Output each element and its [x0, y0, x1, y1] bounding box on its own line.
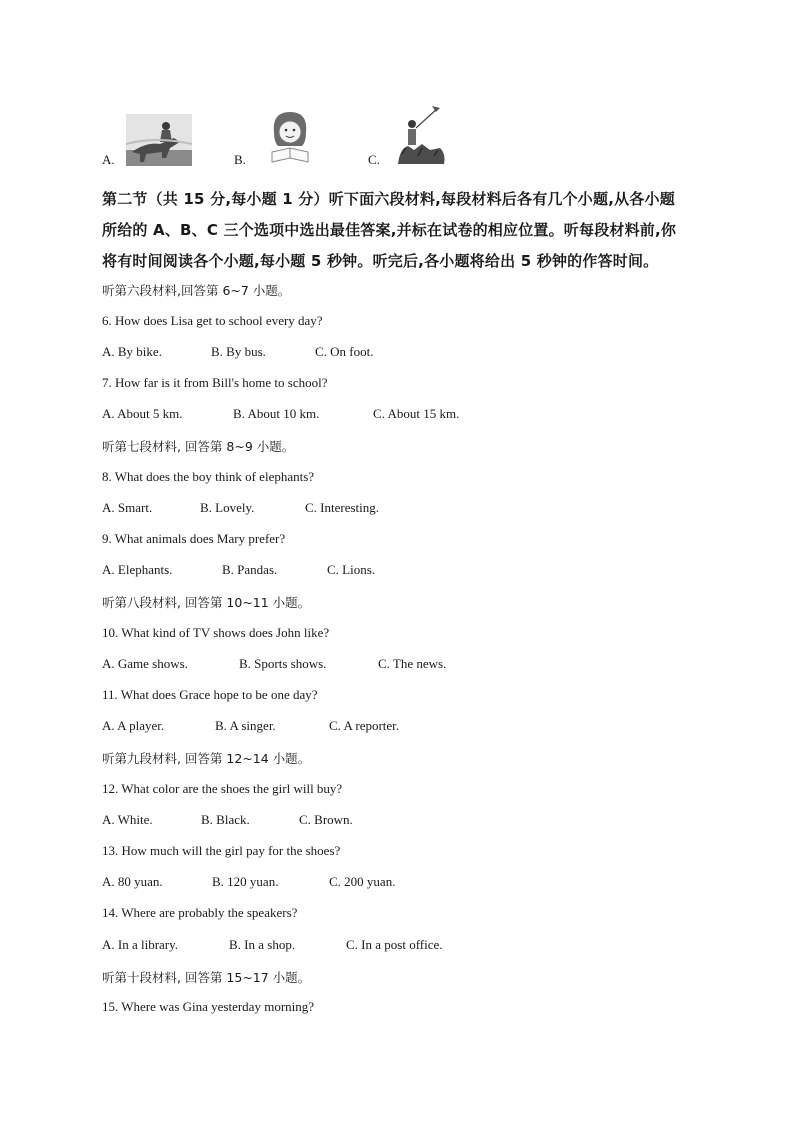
choice-c[interactable]: C. Interesting.: [305, 500, 380, 515]
choice-a[interactable]: A. By bike.: [102, 344, 162, 359]
section-instructions: [102, 184, 702, 277]
choice-a[interactable]: A. Elephants.: [102, 562, 173, 577]
choice-c[interactable]: C. On foot.: [315, 344, 374, 359]
instruction-line: 将有时间阅读各个小题,每小题 5 秒钟。听完后,各小题将给出 5 秒钟的作答时间。: [102, 252, 659, 270]
choice-c[interactable]: C. In a post office.: [346, 937, 443, 952]
choice-b[interactable]: B. About 10 km.: [233, 406, 320, 421]
choice-b[interactable]: B. Pandas.: [222, 562, 278, 577]
question-text: 12. What color are the shoes the girl will buy?: [102, 781, 343, 796]
choice-a[interactable]: A. Game shows.: [102, 656, 188, 671]
option-a-label: A.: [102, 152, 115, 167]
choice-b[interactable]: B. A singer.: [215, 718, 276, 733]
question-text: 9. What animals does Mary prefer?: [102, 531, 286, 546]
instruction-line: 所给的 A、B、C 三个选项中选出最佳答案,并标在试卷的相应位置。听每段材料前,你: [102, 221, 677, 239]
choice-b[interactable]: B. In a shop.: [229, 937, 296, 952]
choice-b[interactable]: B. By bus.: [211, 344, 266, 359]
person-fishing-icon: [396, 104, 448, 166]
question-text: 7. How far is it from Bill's home to school?: [102, 375, 328, 390]
choice-b[interactable]: B. Sports shows.: [239, 656, 327, 671]
question-text: 10. What kind of TV shows does John like?: [102, 625, 330, 640]
choice-b[interactable]: B. Lovely.: [200, 500, 255, 515]
question-text: 15. Where was Gina yesterday morning?: [102, 999, 315, 1014]
choice-c[interactable]: C. Brown.: [299, 812, 353, 827]
group-heading: 听第十段材料, 回答第 15~17 小题。: [102, 970, 311, 985]
group-heading: 听第九段材料, 回答第 12~14 小题。: [102, 751, 311, 766]
group-heading: 听第六段材料,回答第 6~7 小题。: [102, 283, 291, 298]
girl-reading-icon: [268, 108, 312, 166]
choice-a[interactable]: A. About 5 km.: [102, 406, 183, 421]
picture-options-row: [102, 104, 702, 170]
choice-c[interactable]: C. A reporter.: [329, 718, 400, 733]
option-b-label: B.: [234, 152, 246, 167]
question-text: 6. How does Lisa get to school every day?: [102, 313, 323, 328]
choice-b[interactable]: B. 120 yuan.: [212, 874, 279, 889]
choice-a[interactable]: A. In a library.: [102, 937, 179, 952]
question-text: 11. What does Grace hope to be one day?: [102, 687, 318, 702]
question-text: 8. What does the boy think of elephants?: [102, 469, 315, 484]
group-heading: 听第七段材料, 回答第 8~9 小题。: [102, 439, 295, 454]
horse-rider-icon: [126, 114, 192, 166]
choice-b[interactable]: B. Black.: [201, 812, 250, 827]
choice-a[interactable]: A. A player.: [102, 718, 165, 733]
choice-c[interactable]: C. 200 yuan.: [329, 874, 396, 889]
choice-c[interactable]: C. Lions.: [327, 562, 376, 577]
choice-c[interactable]: C. About 15 km.: [373, 406, 460, 421]
group-heading: 听第八段材料, 回答第 10~11 小题。: [102, 595, 311, 610]
choice-a[interactable]: A. Smart.: [102, 500, 153, 515]
question-text: 14. Where are probably the speakers?: [102, 905, 298, 920]
option-c-label: C.: [368, 152, 380, 167]
choice-a[interactable]: A. 80 yuan.: [102, 874, 163, 889]
question-text: 13. How much will the girl pay for the shoes?: [102, 843, 341, 858]
choice-a[interactable]: A. White.: [102, 812, 153, 827]
instruction-line: 第二节（共 15 分,每小题 1 分）听下面六段材料,每段材料后各有几个小题,从各小题: [102, 190, 675, 208]
choice-c[interactable]: C. The news.: [378, 656, 447, 671]
